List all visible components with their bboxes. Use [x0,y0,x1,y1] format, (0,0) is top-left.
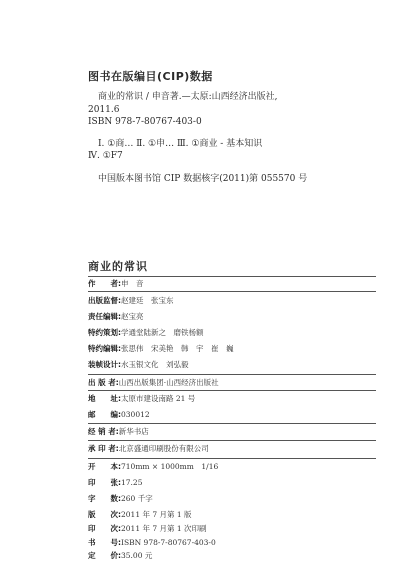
imprint-label: 作 者: [88,279,121,288]
imprint-value: 太原市建设南路 21 号 [121,394,196,403]
imprint-row [88,493,153,505]
imprint-value: 030012 [121,410,150,419]
row-divider [88,440,376,441]
row-divider [88,374,376,375]
imprint-label: 版 次: [88,510,121,519]
title-divider [88,276,376,277]
imprint-label: 开 本: [88,462,121,471]
cip-classification-line: Ⅰ. ①商… Ⅱ. ①申… Ⅲ. ①商业 - 基本知识 [98,138,263,149]
imprint-row [88,443,209,455]
imprint-value: 学通堂陆新之 磨铁杨额 [121,328,204,337]
imprint-row [88,509,192,521]
imprint-value: 260 千字 [121,494,153,503]
imprint-value: 赵宝亮 [121,312,144,321]
row-divider [88,291,376,292]
imprint-row [88,537,216,549]
imprint-value: 申 音 [121,279,144,288]
imprint-value: 35.00 元 [121,551,153,560]
imprint-label: 书 号: [88,538,121,547]
imprint-label: 字 数: [88,494,121,503]
imprint-label: 地 址: [88,394,121,403]
imprint-value: 山西出版集团·山西经济出版社 [118,378,219,387]
cip-isbn: ISBN 978-7-80767-403-0 [88,117,202,127]
cip-block [88,68,378,185]
imprint-row [88,311,144,323]
row-divider [88,390,376,391]
imprint-row [88,426,149,438]
imprint-label: 特约策划: [88,328,121,337]
imprint-label: 装帧设计: [88,360,121,369]
imprint-value: 2011 年 7 月第 1 次印刷 [121,524,207,533]
imprint-value: 北京盛通印刷股份有限公司 [118,444,209,453]
imprint-row [88,327,204,339]
imprint-label: 经 销 者: [88,427,119,436]
imprint-value: 赵建廷 张宝东 [121,296,174,305]
cip-bibliographic-line: 商业的常识 / 申音著.—太原:山西经济出版社, [98,92,278,102]
book-title: 商业的常识 [88,260,148,273]
row-divider [88,423,376,424]
imprint-label: 定 价: [88,551,121,560]
imprint-label: 出 版 者: [88,378,119,387]
imprint-value: 新华书店 [118,427,149,436]
imprint-row [88,477,142,489]
imprint-row [88,523,207,535]
imprint-label: 印 次: [88,524,121,533]
imprint-label: 特约编辑: [88,344,121,353]
imprint-row [88,359,189,371]
imprint-row [88,550,152,562]
imprint-row [88,409,150,421]
imprint-value: 17.25 [121,478,143,487]
imprint-label: 出版监督: [88,296,121,305]
row-divider [88,458,376,459]
cip-record-number: 中国版本图书馆 CIP 数据核字(2011)第 055570 号 [98,173,308,184]
imprint-value: 710mm × 1000mm 1/16 [121,462,219,471]
imprint-row [88,295,174,307]
imprint-row [88,461,218,473]
imprint-row [88,393,195,405]
imprint-value: ISBN 978-7-80767-403-0 [121,538,216,547]
cip-heading: 图书在版编目(CIP)数据 [88,70,213,83]
imprint-value: 水玉银文化 刘弘毅 [121,360,189,369]
imprint-label: 邮 编: [88,410,121,419]
imprint-label: 印 张: [88,478,121,487]
imprint-value: 张思伟 宋美艳 韩 宇 崔 巍 [121,344,234,353]
imprint-row [88,343,234,355]
imprint-value: 2011 年 7 月第 1 版 [121,510,192,519]
cip-classification-code: Ⅳ. ①F7 [88,151,123,161]
imprint-row [88,377,219,389]
imprint-label: 承 印 者: [88,444,119,453]
cip-year-line: 2011.6 [88,104,120,115]
imprint-label: 责任编辑: [88,312,121,321]
imprint-row [88,278,144,290]
